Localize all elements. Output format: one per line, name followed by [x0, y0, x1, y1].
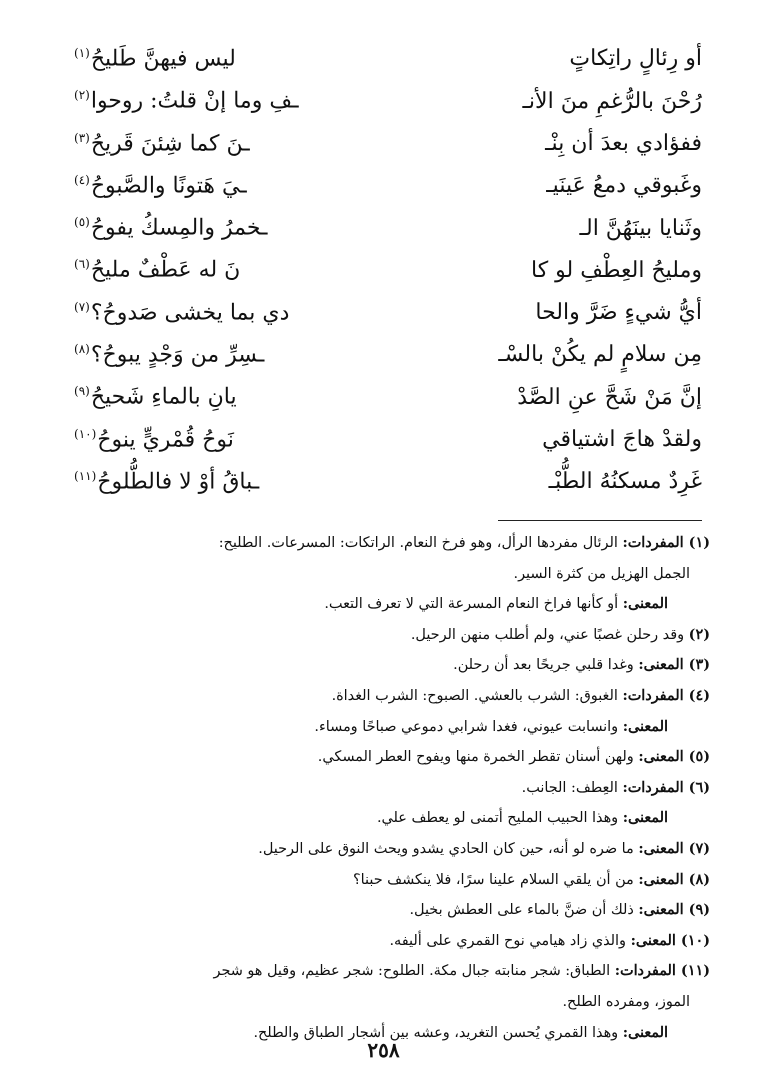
verse-second-hemistich	[74, 32, 236, 80]
footnote-text: وقد رحلن غصبًا عني، ولم أطلب منهن الرحيل.	[410, 626, 689, 643]
verse-text: ـيَ هَتونًا والصَّبوحُ	[90, 173, 247, 199]
verse-note-number: (٦)	[74, 257, 90, 272]
verse-text: ـسِرِّ من وَجْدٍ يبوحُ؟	[90, 342, 265, 368]
footnote-line	[74, 620, 710, 651]
footnote-label: (٤) المفردات:	[622, 686, 710, 704]
verse-10	[74, 413, 702, 455]
verse-note-number: (١٠)	[74, 426, 97, 441]
footnote-line	[74, 742, 710, 773]
verse-8	[74, 328, 702, 370]
footnote-line	[74, 650, 710, 681]
verse-text: ليس فيهنَّ طَليحُ	[90, 46, 236, 72]
footnote-label: (٥) المعنى:	[638, 748, 710, 766]
verse-second-hemistich	[74, 413, 234, 461]
verse-first-hemistich: رُحْنَ بالرُّغمِ منَ الأنـ	[522, 88, 702, 114]
footnote-text: ولهن أسنان تقطر الخمرة منها ويفوح العطر المسكي.	[317, 749, 639, 766]
footnote-line	[74, 895, 710, 926]
footnote-line	[74, 926, 710, 957]
footnote-line	[74, 834, 710, 865]
verse-first-hemistich: مِن سلامٍ لم يكُنْ بالسْـ	[498, 342, 702, 368]
verse-text: ـنَ كما شِئنَ قَريحُ	[90, 130, 250, 156]
verse-second-hemistich	[74, 455, 259, 503]
verse-text: دي بما يخشى صَدوحُ؟	[90, 300, 290, 326]
footnote-label: (١٠) المعنى:	[630, 931, 710, 949]
footnote-text: وانسابت عيوني، فغدا شرابي دموعي صباحًا ومساء.	[314, 718, 623, 735]
verse-text: ـفِ وما إنْ قلتُ: روحوا	[90, 88, 299, 114]
footnote-separator	[498, 520, 702, 521]
verse-text: نَ له عَطْفٌ مليحُ	[90, 257, 241, 283]
footnote-label: (٨) المعنى:	[638, 870, 710, 888]
verse-first-hemistich: ففؤادي بعدَ أن بِنْـ	[545, 130, 702, 156]
verse-5	[74, 201, 702, 243]
verse-9	[74, 370, 702, 412]
footnote-label: (٢)	[688, 625, 710, 643]
verse-note-number: (٢)	[74, 88, 90, 103]
verse-first-hemistich: وثَنايا بينَهُنَّ الـ	[579, 215, 702, 241]
verse-note-number: (٤)	[74, 172, 90, 187]
footnote-label: (٣) المعنى:	[638, 656, 710, 674]
verse-first-hemistich: وغَبوقي دمعُ عَينَيـ	[546, 173, 702, 199]
verse-second-hemistich	[74, 74, 299, 122]
footnote-label: (١١) المفردات:	[614, 962, 710, 980]
verse-first-hemistich: ولقدْ هاجَ اشتياقي	[542, 427, 702, 452]
footnote-line	[74, 528, 710, 559]
verse-second-hemistich	[74, 201, 267, 249]
footnote-label: المعنى:	[622, 595, 668, 613]
footnote-label: المعنى:	[622, 1023, 668, 1041]
footnote-line	[74, 712, 710, 743]
footnote-line	[74, 956, 710, 987]
verse-note-number: (٧)	[74, 299, 90, 314]
verse-text: ـباقُ أوْ لا فالطُّلوحُ	[97, 469, 260, 495]
footnote-line	[74, 803, 710, 834]
footnote-label: المعنى:	[622, 809, 668, 827]
verse-second-hemistich	[74, 117, 250, 165]
footnote-text: العِطف: الجانب.	[521, 779, 623, 796]
footnote-text: وغدا قلبي جريحًا بعد أن رحلن.	[453, 657, 639, 674]
footnote-text: ذلك أن ضنَّ بالماء على العطش بخيل.	[409, 902, 639, 919]
footnote-text: أو كأنها فراخ النعام المسرعة التي لا تعرف التعب.	[324, 596, 623, 613]
verse-1	[74, 32, 702, 74]
footnote-text: الغبوق: الشرب بالعشي. الصبوح: الشرب الغداة.	[331, 687, 623, 704]
footnote-label: (٧) المعنى:	[638, 839, 710, 857]
verse-second-hemistich	[74, 370, 237, 418]
footnote-label: (٩) المعنى:	[638, 901, 710, 919]
verse-second-hemistich	[74, 286, 289, 334]
footnote-label: المعنى:	[622, 717, 668, 735]
verse-note-number: (٣)	[74, 130, 90, 145]
verse-text: يانِ بالماءِ شَحيحُ	[90, 384, 237, 410]
verse-3	[74, 117, 702, 159]
footnote-text: الموز، ومفرده الطلح.	[562, 993, 690, 1010]
footnote-text: من أن يلقي السلام علينا سرًا، فلا ينكشف حبنا؟	[353, 871, 639, 888]
page-number: ٢٥٨	[367, 1038, 400, 1062]
verse-note-number: (٩)	[74, 384, 90, 399]
footnotes	[74, 528, 710, 1048]
verse-note-number: (١١)	[74, 468, 97, 483]
verse-second-hemistich	[74, 159, 247, 207]
verse-6	[74, 243, 702, 285]
footnote-line	[74, 865, 710, 896]
footnote-text: الرئال مفردها الرأل، وهو فرخ النعام. الراتكات: المسرعات. الطليح:	[218, 535, 623, 551]
verse-first-hemistich: غَرِدٌ مسكنُهُ الطُّبْـ	[548, 469, 702, 495]
verse-text: ـخمرُ والمِسكُ يفوحُ	[90, 215, 268, 241]
verse-4	[74, 159, 702, 201]
poem	[74, 32, 702, 497]
footnote-text: ما ضره لو أنه، حين كان الحادي يشدو ويحث النوق على الرحيل.	[258, 840, 639, 857]
footnote-label: (٦) المفردات:	[622, 778, 710, 796]
footnote-text: والذي زاد هيامي نوح القمري على أليفه.	[389, 932, 631, 949]
verse-text: نَوحُ قُمْريٍّ ينوحُ	[97, 427, 234, 452]
footnote-line	[74, 987, 710, 1018]
footnote-text: وهذا الحبيب المليح أتمنى لو يعطف علي.	[376, 810, 623, 827]
footnote-text: الجمل الهزيل من كثرة السير.	[513, 565, 690, 582]
verse-first-hemistich: أيُّ شيءٍ ضَرَّ والحا	[535, 300, 702, 326]
verse-7	[74, 286, 702, 328]
footnote-label: (١) المفردات:	[622, 534, 710, 551]
footnote-line	[74, 773, 710, 804]
footnote-text: الطباق: شجر منابته جبال مكة. الطلوح: شجر عظيم، وقيل هو شجر	[213, 963, 615, 980]
verse-first-hemistich: إنَّ مَنْ شَحَّ عنِ الصَّدْ	[517, 384, 702, 410]
footnote-line	[74, 559, 710, 590]
verse-11	[74, 455, 702, 497]
verse-first-hemistich: أو رِئالٍ راتِكاتٍ	[569, 46, 702, 72]
verse-second-hemistich	[74, 243, 240, 291]
verse-first-hemistich: ومليحُ العِطْفِ لو كا	[530, 257, 702, 283]
footnote-line	[74, 681, 710, 712]
verse-2	[74, 74, 702, 116]
verse-note-number: (٨)	[74, 342, 90, 357]
footnote-text: وهذا القمري يُحسن التغريد، وعشه بين أشجار الطباق والطلح.	[253, 1024, 623, 1041]
verse-second-hemistich	[74, 328, 264, 376]
verse-note-number: (٥)	[74, 215, 90, 230]
footnote-line	[74, 589, 710, 620]
verse-note-number: (١)	[74, 46, 90, 60]
